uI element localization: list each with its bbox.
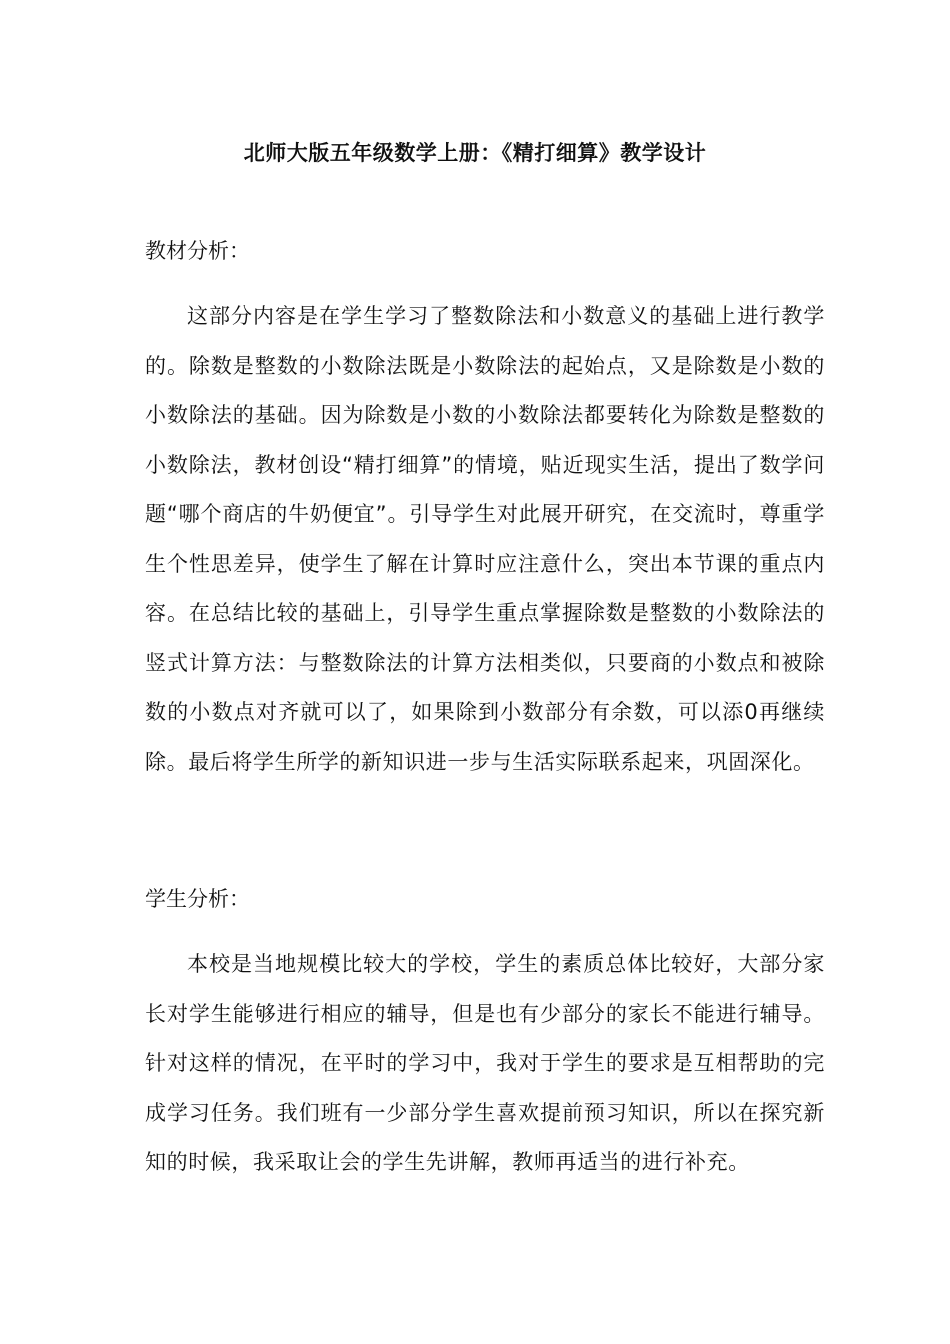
section-material-analysis: [145, 236, 825, 787]
section-paragraph: 这部分内容是在学生学习了整数除法和小数意义的基础上进行教学的。除数是整数的小数除法既是小数除法的起始点，又是除数是小数的小数除法的基础。因为除数是小数的小数除法都要转化为除数是整数的小数除法，教材创设“精打细算”的情境，贴近现实生活，提出了数学问题“哪个商店的牛奶便宜”。引导学生对此展开研究，在交流时，尊重学生个性思差异，使学生了解在计算时应注意什么，突出本节课的重点内容。在总结比较的基础上，引导学生重点掌握除数是整数的小数除法的竖式计算方法：与整数除法的计算方法相类似，只要商的小数点和被除数的小数点对齐就可以了，如果除到小数部分有余数，可以添0再继续除。最后将学生所学的新知识进一步与生活实际联系起来，巩固深化。: [145, 304, 825, 774]
document-title: 北师大版五年级数学上册：《精打细算》教学设计: [243, 141, 707, 165]
section-heading: 教材分析：: [145, 239, 250, 263]
section-student-analysis: [145, 884, 825, 1188]
section-heading: 学生分析：: [145, 887, 250, 911]
section-paragraph: 本校是当地规模比较大的学校，学生的素质总体比较好，大部分家长对学生能够进行相应的辅导，但是也有少部分的家长不能进行辅导。针对这样的情况，在平时的学习中，我对于学生的要求是互相帮助的完成学习任务。我们班有一少部分学生喜欢提前预习知识，所以在探究新知的时候，我采取让会的学生先讲解，教师再适当的进行补充。: [145, 952, 825, 1174]
